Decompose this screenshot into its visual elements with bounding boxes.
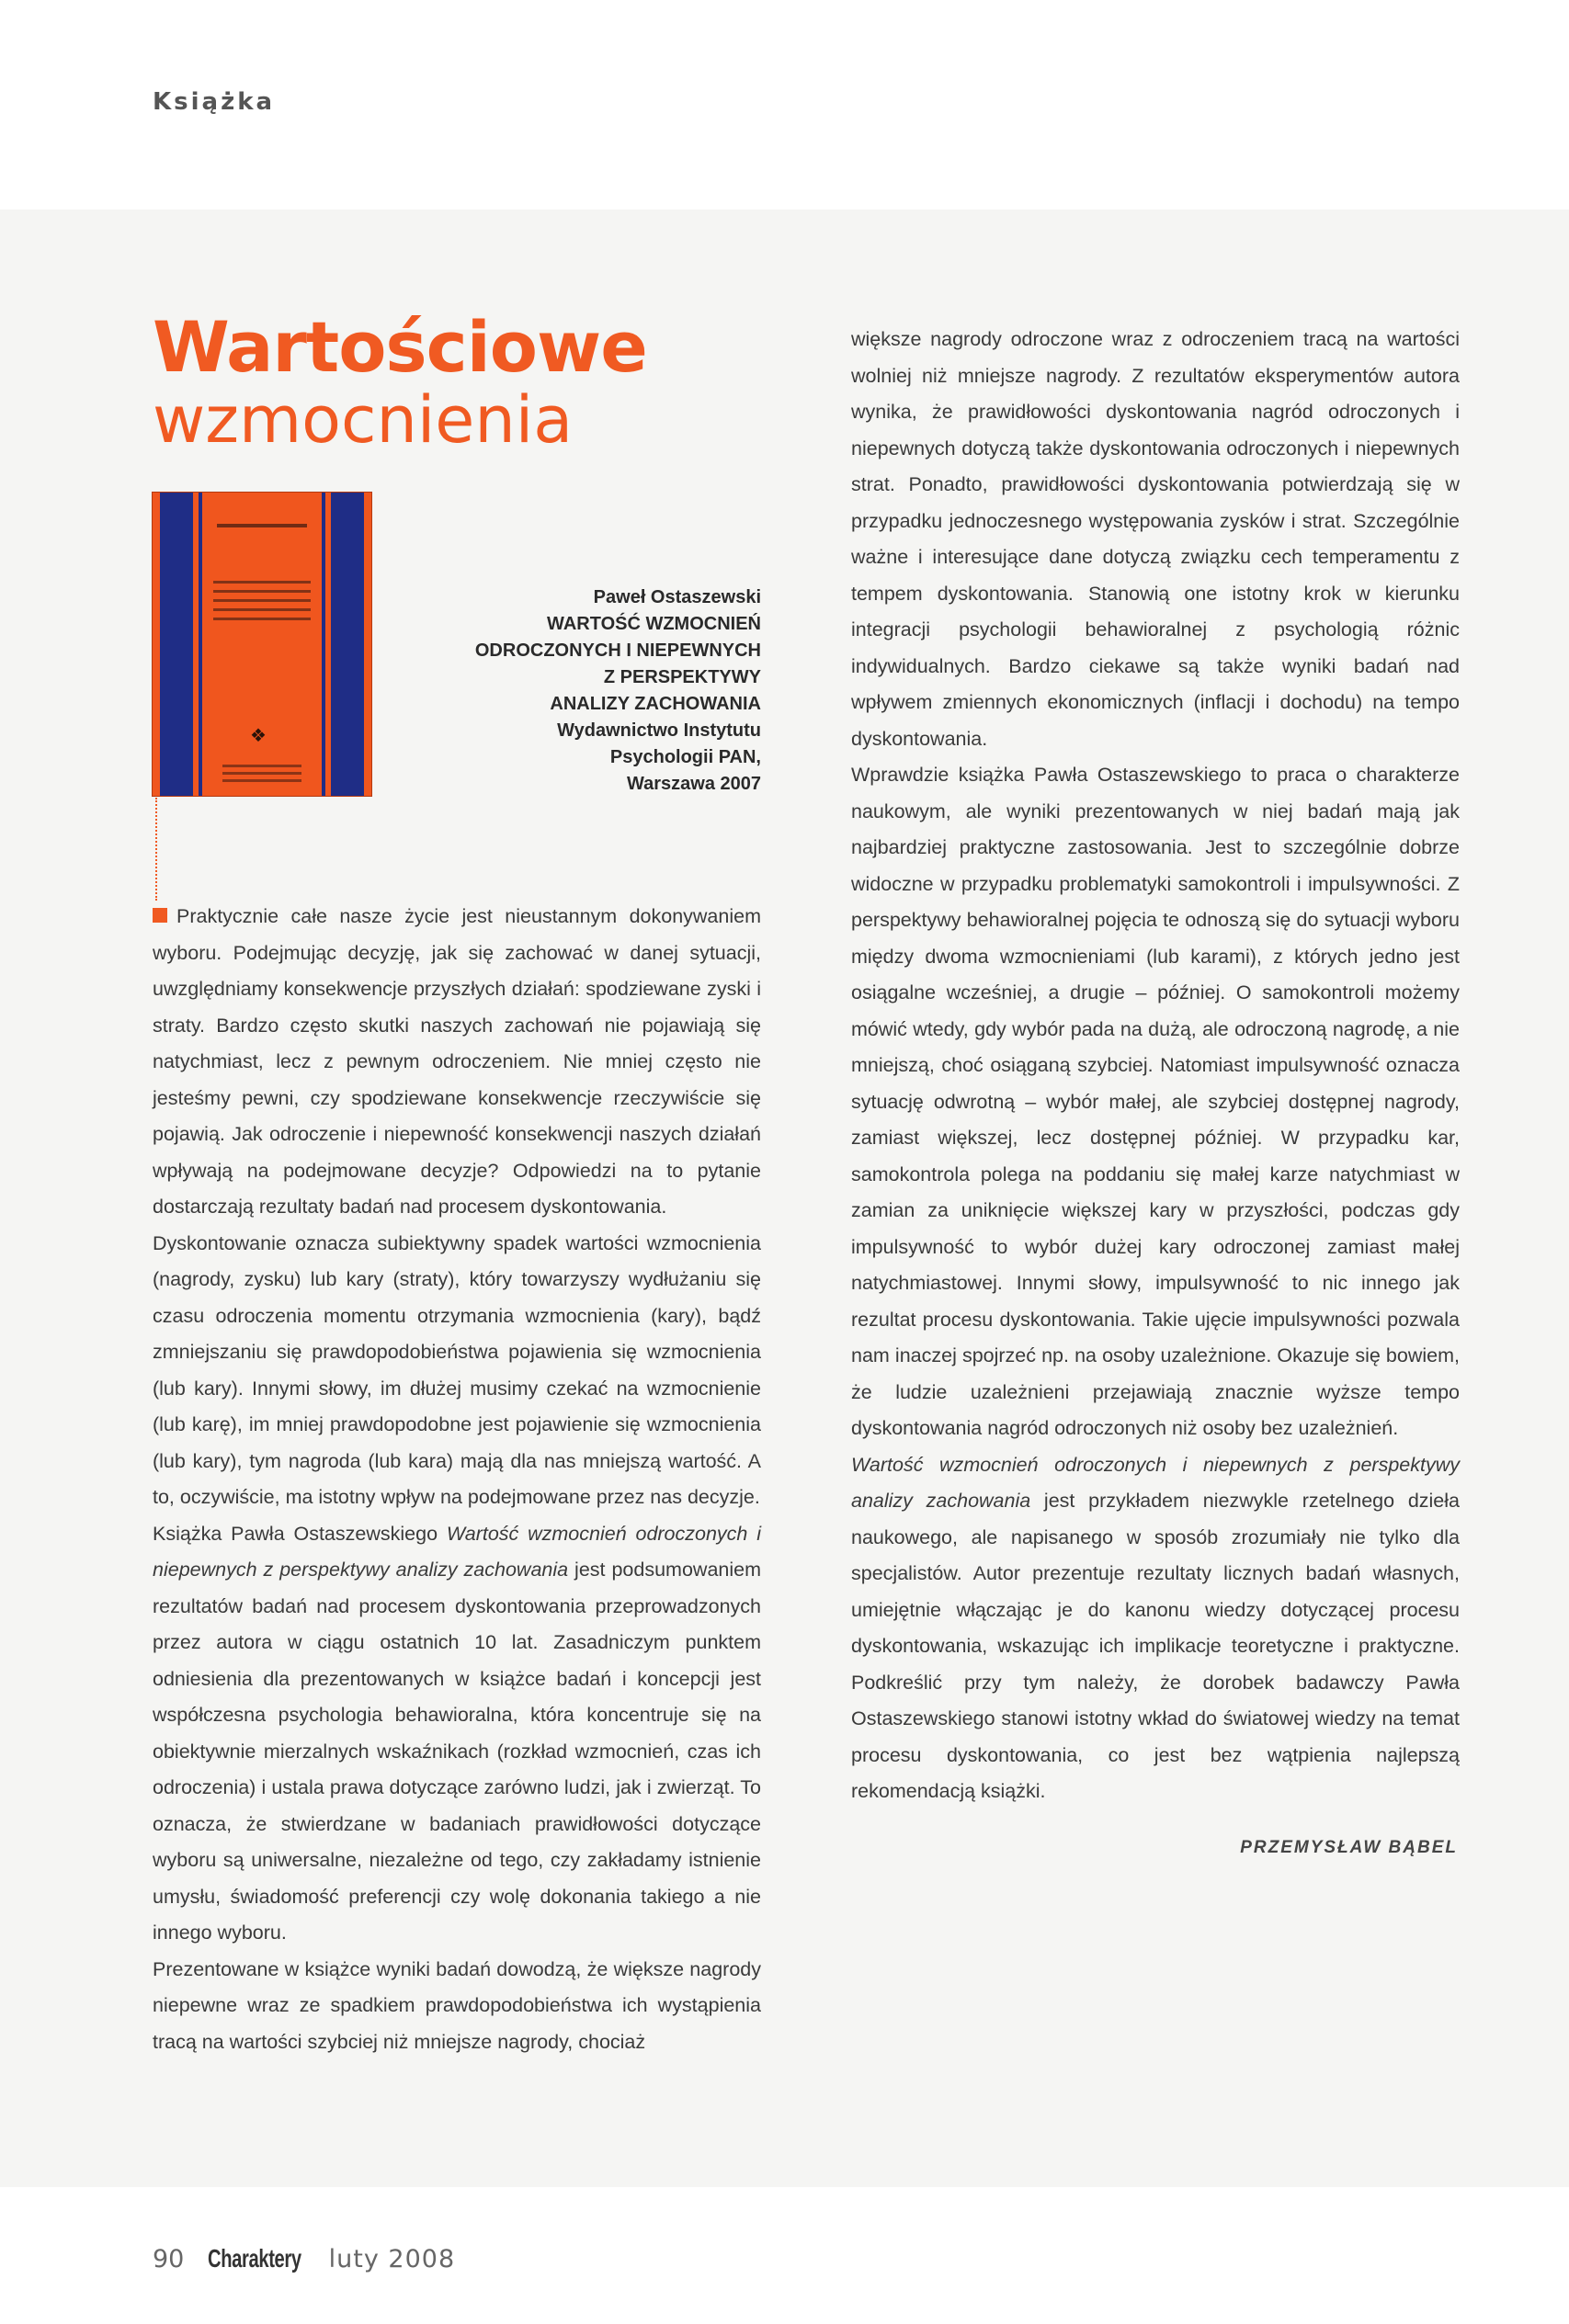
issue-date: luty 2008 bbox=[328, 2245, 456, 2273]
book-publisher-line: Wydawnictwo Instytutu bbox=[557, 720, 761, 741]
paragraph: Wartość wzmocnień odroczonych i niepewnych z perspektywy analizy zachowania jest przykładem niezwykle rzetelnego dzieła naukowego, ale napisanego w sposób zrozumiały nie tylko dla specjalistów. Autor prezentuje rezultaty licznych badań własnych, umiejętnie włączając je do kanonu wiedzy dotyczącej procesu dyskontowania, wskazując ich implikacje teoretyczne i praktyczne. Podkreślić przy tym należy, że dorobek badawczy Pawła Ostaszewskiego stanowi istotny wkład do światowej wiedzy na temat procesu dyskontowania, co jest bez wątpienia najlepszą rekomendacją książki. bbox=[851, 1453, 1460, 1802]
paragraph: Praktycznie całe nasze życie jest nieustannym dokonywaniem wyboru. Podejmując decyzję, jak się zachować w danej sytuacji, uwzględniamy konsekwencje przyszłych działań: spodziewane zyski i straty. Bardzo często skutki naszych zachowań nie pojawiają się natychmiast, lecz z pewnym odroczeniem. Nie mniej często nie jesteśmy pewni, czy spodziewane konsekwencje rzeczywiście się pojawią. Jak odroczenie i niepewność konsekwencji naszych działań wpływają na podejmowane decyzje? Odpowiedzi na to pytanie dostarczają rezultaty badań nad procesem dyskontowania. bbox=[153, 905, 761, 1218]
title-line-2: wzmocnienia bbox=[153, 382, 574, 458]
book-publisher-line: Warszawa 2007 bbox=[626, 774, 761, 794]
book-info bbox=[423, 584, 761, 798]
paragraph: Prezentowane w książce wyniki badań dowodzą, że większe nagrody niepewne wraz ze spadkiem prawdopodobieństwa ich wystąpienia tracą na wartości szybciej niż mniejsze nagrody, chociaż bbox=[153, 1957, 761, 2053]
section-label: Książka bbox=[153, 88, 276, 116]
title-line-1: Wartościowe bbox=[153, 306, 647, 388]
book-cover-image bbox=[153, 493, 371, 796]
book-author: Paweł Ostaszewski bbox=[593, 587, 761, 607]
book-title-line: WARTOŚĆ WZMOCNIEŃ bbox=[547, 614, 761, 634]
page-footer bbox=[153, 2244, 455, 2281]
book-title-line: ANALIZY ZACHOWANIA bbox=[550, 694, 761, 714]
article-title bbox=[153, 306, 667, 458]
author-signature: PRZEMYSŁAW BĄBEL bbox=[1240, 1838, 1458, 1857]
paragraph: Wprawdzie książka Pawła Ostaszewskiego to praca o charakterze naukowym, ale wyniki prezentowanych w niej badań mają jak najbardziej praktyczne zastosowania. Jest to szczególnie dobrze widoczne w przypadku problematyki samokontroli i impulsywności. Z perspektywy behawioralnej pojęcia te odnoszą się do sytuacji wyboru między dwoma wzmocnieniami (lub karami), z których jedno jest osiągalne wcześniej, a drugie – później. O samokontroli możemy mówić wtedy, gdy wybór pada na dużą, ale odroczoną nagrodę, a nie mniejszą, choć osiąganą szybciej. Natomiast impulsywność oznacza sytuację odwrotną – wybór małej, ale szybciej dostępnej nagrody, zamiast większej, lecz dostępnej później. W przypadku kar, samokontrola polega na poddaniu się małej karze natychmiast w zamian za uniknięcie większej kary w przyszłości, podczas gdy impulsywność to wybór dużej kary odroczonej zamiast małej natychmiastowej. Innymi słowy, impulsywność to nic innego jak rezultat procesu dyskontowania. Takie ujęcie impulsywności pozwala nam inaczej spojrzeć np. na osoby uzależnione. Okazuje się bowiem, że ludzie uzależnieni przejawiają znacznie wyższe tempo dyskontowania nagród odroczonych niż osoby bez uzależnień. bbox=[851, 764, 1460, 1439]
paragraph: Dyskontowanie oznacza subiektywny spadek wartości wzmocnienia (nagrody, zysku) lub kary (straty), który towarzyszy wydłużaniu się czasu odroczenia momentu otrzymania wzmocnienia (kary), bądź zmniejszaniu się prawdopodobieństwa pojawienia się wzmocnienia (lub kary). Innymi słowy, im dłużej musimy czekać na wzmocnienie (lub karę), im mniej prawdopodobne jest pojawienie się wzmocnienia (lub kary), tym nagroda (lub kara) mają dla nas mniejszą wartość. A to, oczywiście, ma istotny wpływ na podejmowane przez nas decyzje. bbox=[153, 1231, 761, 1508]
article-column-right bbox=[851, 322, 1460, 1810]
book-publisher-line: Psychologii PAN, bbox=[609, 747, 761, 767]
publisher-logo-icon: ❖ bbox=[250, 726, 267, 746]
article-column-left bbox=[153, 899, 761, 2060]
magazine-name: Charaktery bbox=[208, 2244, 302, 2273]
paragraph: Książka Pawła Ostaszewskiego Wartość wzmocnień odroczonych i niepewnych z perspektywy analizy zachowania jest podsumowaniem rezultatów badań nad procesem dyskontowania przeprowadzonych przez autora w ciągu ostatnich 10 lat. Zasadniczym punktem odniesienia dla prezentowanych w książce badań i koncepcji jest współczesna psychologia behawioralna, która koncentruje się na obiektywnie mierzalnych wskaźnikach (rozkład wzmocnień, czas ich odroczenia) i ustala prawa dotyczące zarówno ludzi, jak i zwierząt. To oznacza, że stwierdzane w badaniach prawidłowości dotyczące wyboru są uniwersalne, niezależne od tego, czy zakładamy istnienie umysłu, świadomość preferencji czy wolę dokonania takiego a nie innego wyboru. bbox=[153, 1522, 761, 1944]
paragraph: większe nagrody odroczone wraz z odroczeniem tracą na wartości wolniej niż mniejsze nagrody. Z rezultatów eksperymentów autora wynika, że prawidłowości dyskontowania nagród odroczonych i niepewnych dotyczą także dyskontowania odroczonych i niepewnych strat. Ponadto, prawidłowości dyskontowania potwierdzają się w przypadku jednoczesnego występowania zysków i strat. Szczególnie ważne i interesujące dane dotyczą związku cech temperamentu z tempem dyskontowania. Stanowią one istotny krok w kierunku integracji psychologii behawioralnej z psychologią różnic indywidualnych. Bardzo ciekawe są także wyniki badań nad wpływem zmiennych ekonomicznych (inflacji i dochodu) na tempo dyskontowania. bbox=[851, 328, 1460, 750]
book-title-italic: Wartość wzmocnień odroczonych i niepewnych z perspektywy analizy zachowania bbox=[851, 1453, 1460, 1512]
page-number: 90 bbox=[153, 2245, 185, 2273]
dotted-divider bbox=[155, 798, 157, 901]
square-bullet-icon bbox=[153, 908, 167, 923]
book-title-line: Z PERSPEKTYWY bbox=[603, 667, 761, 687]
book-title-line: ODROCZONYCH I NIEPEWNYCH bbox=[474, 641, 761, 661]
book-title-italic: Wartość wzmocnień odroczonych i niepewnych z perspektywy analizy zachowania bbox=[153, 1522, 761, 1581]
